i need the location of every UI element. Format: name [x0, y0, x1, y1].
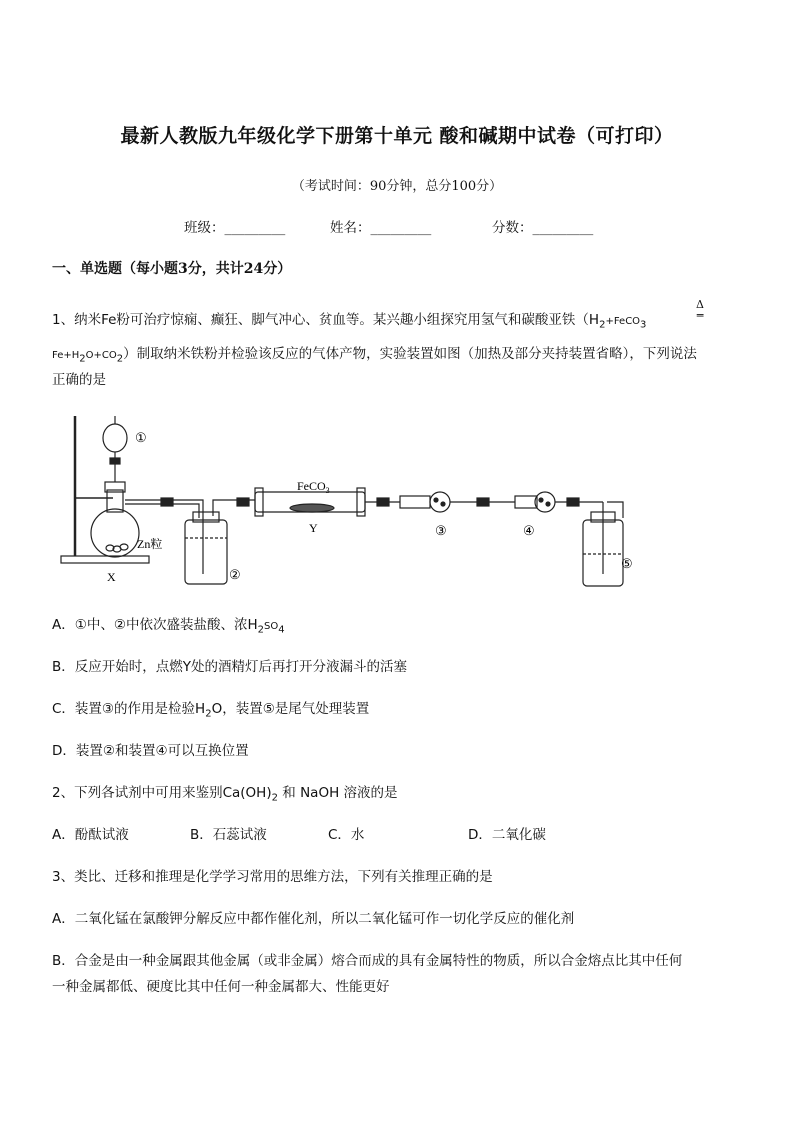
heat-symbol: Δ — [696, 298, 704, 311]
figure-label-feco3: FeCO$_3$ — [297, 479, 330, 495]
figure-label-y: Y — [309, 521, 318, 535]
question-3: 3、类比、迁移和推理是化学学习常用的思维方法，下列有关推理正确的是 — [52, 869, 493, 885]
q2-option-a: A．酚酞试液 — [52, 827, 129, 843]
name-field-label: 姓名：_________ — [330, 220, 432, 236]
figure-label-x: X — [107, 570, 116, 584]
q3-option-b-line-2: 一种金属都低、硬度比其中任何一种金属都大、性能更好 — [52, 979, 390, 995]
reaction-condition — [693, 299, 707, 321]
question-2: 2、下列各试剂中可用来鉴别$Ca(OH)_2$ 和 NaOH 溶液的是 — [52, 785, 398, 804]
equals-sign: ═ — [696, 309, 704, 322]
figure-label-3: ③ — [435, 523, 447, 538]
figure-label-2: ② — [229, 567, 241, 582]
q3-option-a: A．二氧化锰在氯酸钾分解反应中都作催化剂，所以二氧化锰可作一切化学反应的催化剂 — [52, 911, 575, 927]
exam-time-note: （考试时间：90分钟，总分100分） — [291, 179, 503, 194]
figure-label-zn: Zn粒 — [137, 537, 163, 551]
page-title: 最新人教版九年级化学下册第十单元 酸和碱期中试卷（可打印） — [120, 125, 674, 147]
figure-label-5: ⑤ — [621, 556, 633, 571]
section-heading: 一、单选题（每小题3分，共计24分） — [52, 261, 292, 277]
q1-option-c: C．装置③的作用是检验$H_2O$，装置⑤是尾气处理装置 — [52, 701, 370, 720]
q2-option-b: B．石蕊试液 — [190, 827, 267, 843]
figure-label-1: ① — [135, 430, 147, 445]
figure-label-4: ④ — [523, 523, 535, 538]
q1-option-b: B．反应开始时，点燃Y处的酒精灯后再打开分液漏斗的活塞 — [52, 659, 408, 675]
q1-option-a: A．①中、②中依次盛装盐酸、浓$H_2SO_4$ — [52, 617, 285, 636]
stand-base — [61, 556, 149, 563]
question-1-line-1: 1、纳米Fe粉可治疗惊痫、癫狂、脚气冲心、贫血等。某兴趣小组探究用氢气和碳酸亚铁（$H_2+FeCO_3$ — [52, 312, 647, 331]
class-field-label: 班级：_________ — [184, 220, 286, 236]
q1-option-d: D．装置②和装置④可以互换位置 — [52, 743, 249, 759]
question-1-line-2: $Fe+H_2O+CO_2$）制取纳米铁粉并检验该反应的气体产物，实验装置如图（加热及部分夹持装置省略），下列说法 — [52, 346, 697, 365]
question-1-line-3: 正确的是 — [52, 372, 106, 388]
score-field-label: 分数：_________ — [492, 220, 594, 236]
q3-option-b-line-1: B．合金是由一种金属跟其他金属（或非金属）熔合而成的具有金属特性的物质，所以合金熔点比其中任何 — [52, 953, 683, 969]
q2-option-d: D．二氧化碳 — [468, 827, 546, 843]
q2-option-c: C．水 — [328, 827, 365, 843]
apparatus-figure — [55, 408, 655, 588]
